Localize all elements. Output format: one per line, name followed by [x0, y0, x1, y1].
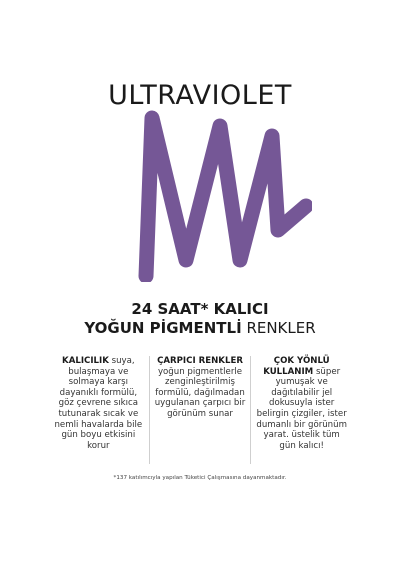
feature-keyword: ÇOK YÖNLÜ KULLANIM [263, 356, 330, 377]
feature-keyword: ÇARPICI RENKLER [157, 356, 243, 366]
feature-keyword: KALICILIK [62, 356, 109, 366]
product-title: ULTRAVIOLET [108, 80, 292, 111]
color-swatch [128, 110, 312, 282]
headline-line-2 [0, 319, 400, 338]
headline [0, 300, 400, 338]
feature-column-color [149, 356, 252, 464]
feature-column-longwear [48, 356, 149, 464]
feature-text: yoğun pigmentlerle zenginleştirilmiş formülü, dağılmadan uygulanan çarpıcı bir görünüm sunar [154, 366, 246, 419]
headline-line-2-bold: YOĞUN PİGMENTLİ [84, 319, 242, 337]
feature-column-versatile [251, 356, 352, 464]
feature-text: süper yumuşak ve dağıtılabilir jel dokusuyla ister belirgin çizgiler, ister dumanlı bir görünüm yarat. üstelik tüm gün kalıcı! [256, 366, 347, 451]
feature-text: suya, bulaşmaya ve solmaya karşı dayanıklı formülü, göz çevrene sıkıca tutunarak sıcak ve nemli havalarda bile gün boyu etkisini korur [54, 356, 143, 451]
footnote: *137 katılımcıyla yapılan Tüketici Çalışmasına dayanmaktadır. [113, 475, 287, 481]
feature-columns [48, 356, 352, 464]
headline-line-1: 24 SAAT* KALICI [131, 300, 269, 318]
headline-line-2-rest: RENKLER [241, 319, 316, 337]
